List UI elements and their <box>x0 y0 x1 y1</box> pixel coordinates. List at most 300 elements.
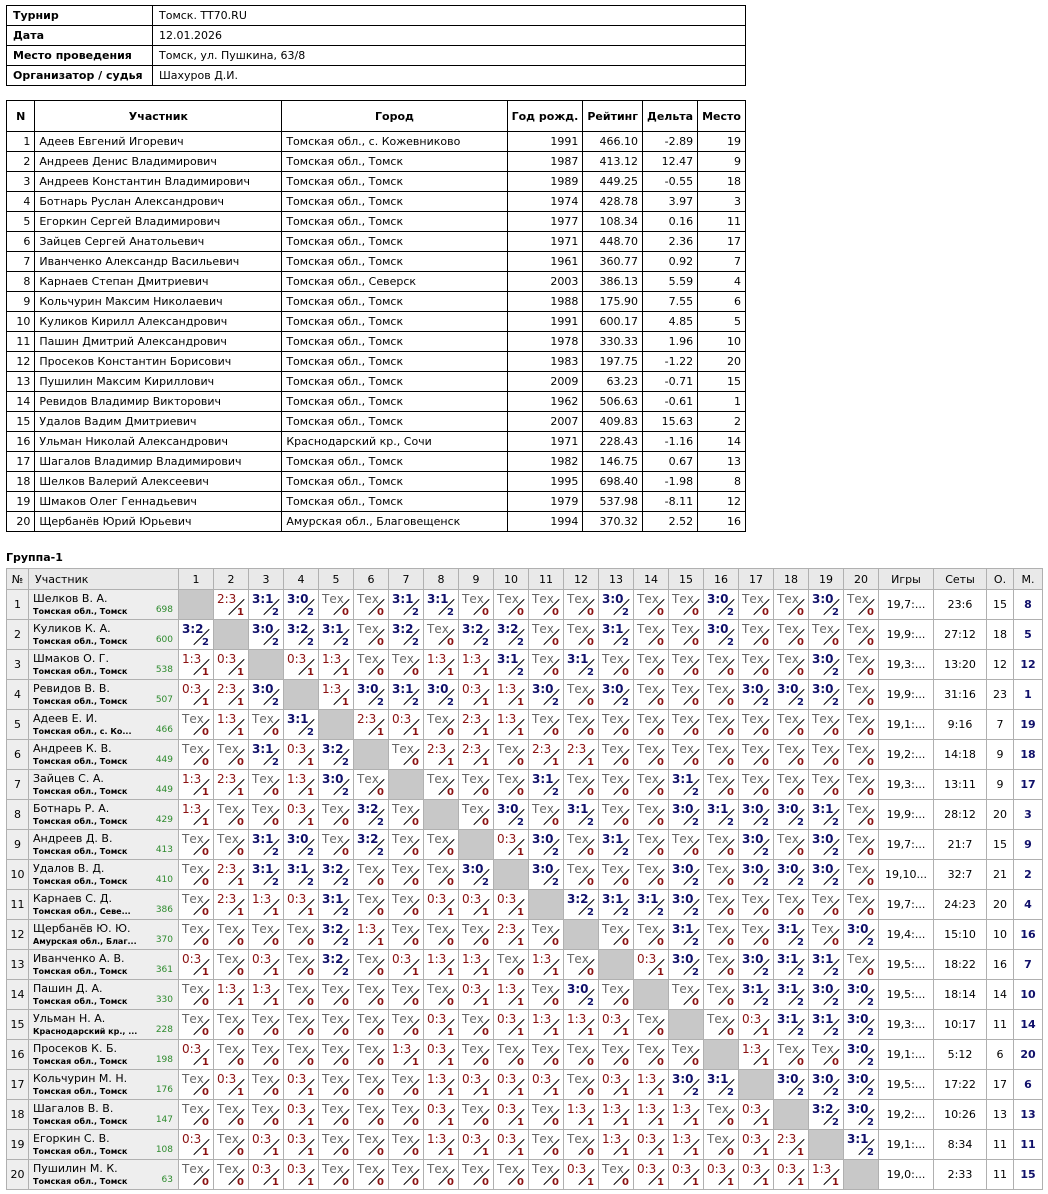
sets-cell: 32:7 <box>934 860 987 890</box>
match-points: 2 <box>587 817 594 828</box>
match-score: 0:3 <box>462 682 482 696</box>
match-result-cell <box>844 1130 879 1160</box>
match-score: 3:1 <box>287 862 309 876</box>
match-points: 1 <box>622 1147 629 1158</box>
match-score: Тех <box>532 982 554 996</box>
match-score: 1:3 <box>322 682 342 696</box>
match-result-cell <box>704 1160 739 1190</box>
match-result-cell <box>179 950 214 980</box>
participant-city: Томская обл., Томск <box>33 817 128 826</box>
match-result-cell <box>284 1070 319 1100</box>
info-label: Дата <box>7 26 153 46</box>
match-result-cell <box>774 950 809 980</box>
match-points: 2 <box>867 997 874 1008</box>
match-points: 0 <box>622 667 629 678</box>
match-result-cell <box>354 710 389 740</box>
match-result-cell <box>319 800 354 830</box>
match-score: 3:1 <box>672 922 694 936</box>
match-result-cell <box>459 680 494 710</box>
match-points: 0 <box>342 1177 349 1188</box>
match-result-cell <box>844 1100 879 1130</box>
match-result-cell <box>739 950 774 980</box>
match-result-cell <box>599 1160 634 1190</box>
match-score: Тех <box>567 1132 589 1146</box>
match-result-cell <box>319 620 354 650</box>
match-result-cell <box>739 980 774 1010</box>
match-result-cell <box>809 980 844 1010</box>
match-score: 2:3 <box>532 742 552 756</box>
match-result-cell <box>389 680 424 710</box>
match-result-cell <box>774 770 809 800</box>
match-score: 1:3 <box>427 952 447 966</box>
match-result-cell <box>529 620 564 650</box>
match-score: Тех <box>847 772 869 786</box>
player-cell: 5 <box>698 312 746 332</box>
match-score: 3:0 <box>532 862 554 876</box>
match-score: 3:0 <box>847 1012 869 1026</box>
match-score: 0:3 <box>462 1072 482 1086</box>
grid-row <box>7 800 1043 830</box>
match-points: 2 <box>797 877 804 888</box>
place-cell: 18 <box>1014 740 1043 770</box>
player-cell: Андреев Денис Владимирович <box>35 152 282 172</box>
match-points: 0 <box>797 727 804 738</box>
match-score: Тех <box>322 1132 344 1146</box>
match-points: 2 <box>272 607 279 618</box>
match-points: 2 <box>202 637 209 648</box>
participant-city: Томская обл., Томск <box>33 697 128 706</box>
match-result-cell <box>494 920 529 950</box>
match-score: Тех <box>707 832 729 846</box>
match-result-cell <box>564 890 599 920</box>
match-points: 2 <box>832 607 839 618</box>
match-points: 0 <box>412 1027 419 1038</box>
match-score: Тех <box>217 1042 239 1056</box>
match-points: 2 <box>587 667 594 678</box>
match-points: 0 <box>657 667 664 678</box>
match-points: 1 <box>657 1087 664 1098</box>
grid-opponent-header: 2 <box>214 569 249 590</box>
participant-name: Ревидов В. В. <box>33 682 110 695</box>
participant-city: Томская обл., Томск <box>33 637 128 646</box>
grid-opponent-header: 11 <box>529 569 564 590</box>
match-score: 1:3 <box>742 1042 762 1056</box>
sets-cell: 23:6 <box>934 590 987 620</box>
match-points: 1 <box>482 1147 489 1158</box>
player-cell: 2 <box>698 412 746 432</box>
match-score: 2:3 <box>497 922 517 936</box>
match-points: 2 <box>342 757 349 768</box>
match-score: Тех <box>182 892 204 906</box>
match-score: Тех <box>392 802 414 816</box>
match-result-cell <box>459 1070 494 1100</box>
match-result-cell <box>249 860 284 890</box>
match-score: Тех <box>812 622 834 636</box>
match-points: 0 <box>762 787 769 798</box>
match-points: 1 <box>552 1087 559 1098</box>
player-cell: 18 <box>7 472 35 492</box>
grid-diagonal-cell <box>214 620 249 650</box>
player-cell: 19 <box>7 492 35 512</box>
players-col-header: Город <box>282 101 507 132</box>
match-result-cell <box>564 830 599 860</box>
match-result-cell <box>249 800 284 830</box>
match-score: 0:3 <box>287 1072 307 1086</box>
match-result-cell <box>634 830 669 860</box>
match-points: 2 <box>762 817 769 828</box>
player-cell: 2007 <box>507 412 583 432</box>
match-points: 2 <box>377 817 384 828</box>
player-cell: 15.63 <box>643 412 698 432</box>
match-score: Тех <box>322 802 344 816</box>
sets-cell: 2:33 <box>934 1160 987 1190</box>
match-score: 1:3 <box>532 1012 552 1026</box>
match-points: 0 <box>692 997 699 1008</box>
match-points: 0 <box>727 727 734 738</box>
match-points: 1 <box>797 1177 804 1188</box>
match-result-cell <box>389 1040 424 1070</box>
match-result-cell <box>669 950 704 980</box>
match-score: Тех <box>672 982 694 996</box>
match-result-cell <box>809 620 844 650</box>
games-cell: 19,9:... <box>879 680 934 710</box>
match-points: 0 <box>377 1027 384 1038</box>
match-score: Тех <box>567 1072 589 1086</box>
match-result-cell <box>249 1160 284 1190</box>
match-points: 1 <box>517 907 524 918</box>
match-result-cell <box>529 1100 564 1130</box>
match-score: 2:3 <box>217 772 237 786</box>
match-points: 0 <box>832 757 839 768</box>
player-cell: 1979 <box>507 492 583 512</box>
match-points: 0 <box>517 967 524 978</box>
match-score: Тех <box>357 892 379 906</box>
grid-sets-header: Сеты <box>934 569 987 590</box>
match-result-cell <box>564 980 599 1010</box>
player-cell: 1995 <box>507 472 583 492</box>
player-cell: Шагалов Владимир Владимирович <box>35 452 282 472</box>
match-score: 0:3 <box>602 1012 622 1026</box>
grid-participant <box>29 1100 179 1130</box>
grid-participant <box>29 620 179 650</box>
points-cell: 15 <box>987 590 1014 620</box>
grid-row-num: 4 <box>7 680 29 710</box>
grid-row-num: 14 <box>7 980 29 1010</box>
games-cell: 19,10... <box>879 860 934 890</box>
match-points: 2 <box>412 607 419 618</box>
match-result-cell <box>494 1130 529 1160</box>
match-points: 1 <box>762 1027 769 1038</box>
match-points: 1 <box>307 907 314 918</box>
match-result-cell <box>284 1010 319 1040</box>
grid-row-num: 18 <box>7 1100 29 1130</box>
points-cell: 11 <box>987 1010 1014 1040</box>
participant-rating: 410 <box>155 875 173 885</box>
match-score: Тех <box>777 652 799 666</box>
match-points: 0 <box>692 727 699 738</box>
match-points: 2 <box>727 1087 734 1098</box>
match-points: 1 <box>762 1147 769 1158</box>
match-points: 0 <box>867 757 874 768</box>
grid-diagonal-cell <box>319 710 354 740</box>
match-score: Тех <box>322 1102 344 1116</box>
player-row <box>7 232 746 252</box>
match-points: 1 <box>307 1147 314 1158</box>
match-result-cell <box>319 1160 354 1190</box>
player-cell: 12 <box>7 352 35 372</box>
match-score: 3:1 <box>847 1132 869 1146</box>
match-points: 0 <box>832 907 839 918</box>
grid-participant <box>29 920 179 950</box>
match-score: 1:3 <box>182 652 202 666</box>
match-result-cell <box>634 1100 669 1130</box>
player-cell: 3 <box>698 192 746 212</box>
participant-rating: 386 <box>155 905 173 915</box>
match-points: 0 <box>867 787 874 798</box>
match-points: 1 <box>202 697 209 708</box>
match-points: 0 <box>447 637 454 648</box>
match-result-cell <box>669 1040 704 1070</box>
games-cell: 19,7:... <box>879 890 934 920</box>
grid-diagonal-cell <box>529 890 564 920</box>
match-score: 2:3 <box>357 712 377 726</box>
grid-row <box>7 920 1043 950</box>
match-points: 0 <box>832 787 839 798</box>
match-points: 0 <box>587 787 594 798</box>
match-score: Тех <box>777 712 799 726</box>
match-result-cell <box>529 740 564 770</box>
match-points: 1 <box>517 1087 524 1098</box>
match-result-cell <box>249 1100 284 1130</box>
match-points: 2 <box>377 847 384 858</box>
match-points: 0 <box>727 997 734 1008</box>
match-result-cell <box>634 1160 669 1190</box>
place-cell: 13 <box>1014 1100 1043 1130</box>
participant-rating: 507 <box>155 695 173 705</box>
match-score: Тех <box>602 652 624 666</box>
player-cell: 16 <box>698 512 746 532</box>
match-score: 3:0 <box>672 952 694 966</box>
match-score: 3:1 <box>567 802 589 816</box>
match-result-cell <box>249 920 284 950</box>
sets-cell: 8:34 <box>934 1130 987 1160</box>
participant-rating: 466 <box>155 725 173 735</box>
participant-name: Щербанёв Ю. Ю. <box>33 922 131 935</box>
match-result-cell <box>564 860 599 890</box>
match-score: Тех <box>777 832 799 846</box>
player-cell: Удалов Вадим Дмитриевич <box>35 412 282 432</box>
player-cell: Иванченко Александр Васильевич <box>35 252 282 272</box>
match-points: 0 <box>797 757 804 768</box>
match-result-cell <box>389 650 424 680</box>
match-points: 2 <box>832 667 839 678</box>
info-value: 12.01.2026 <box>153 26 746 46</box>
player-cell: Томская обл., Томск <box>282 252 507 272</box>
match-score: Тех <box>427 862 449 876</box>
match-points: 1 <box>412 727 419 738</box>
info-row <box>7 26 746 46</box>
grid-row <box>7 710 1043 740</box>
match-score: 3:0 <box>812 682 834 696</box>
match-points: 0 <box>342 817 349 828</box>
match-result-cell <box>214 1070 249 1100</box>
match-result-cell <box>319 650 354 680</box>
match-points: 0 <box>447 727 454 738</box>
match-score: Тех <box>742 742 764 756</box>
match-points: 0 <box>412 1147 419 1158</box>
match-score: Тех <box>252 712 274 726</box>
match-score: 0:3 <box>252 952 272 966</box>
match-points: 2 <box>622 847 629 858</box>
match-result-cell <box>284 740 319 770</box>
group-title: Группа-1 <box>6 551 63 564</box>
match-score: Тех <box>357 1012 379 1026</box>
match-score: 0:3 <box>392 952 412 966</box>
match-points: 0 <box>307 937 314 948</box>
match-score: 1:3 <box>637 1102 657 1116</box>
participant-name: Шмаков О. Г. <box>33 652 110 665</box>
match-points: 2 <box>307 727 314 738</box>
place-cell: 16 <box>1014 920 1043 950</box>
grid-participant <box>29 680 179 710</box>
match-result-cell <box>424 830 459 860</box>
match-result-cell <box>739 770 774 800</box>
player-row <box>7 452 746 472</box>
match-points: 0 <box>552 817 559 828</box>
match-score: Тех <box>847 622 869 636</box>
match-result-cell <box>424 1010 459 1040</box>
match-points: 0 <box>552 637 559 648</box>
match-score: 3:0 <box>742 682 764 696</box>
match-result-cell <box>179 980 214 1010</box>
match-result-cell <box>459 980 494 1010</box>
match-result-cell <box>704 980 739 1010</box>
match-points: 1 <box>447 757 454 768</box>
player-cell: Томская обл., Томск <box>282 472 507 492</box>
match-score: Тех <box>392 892 414 906</box>
match-score: 2:3 <box>567 742 587 756</box>
match-points: 0 <box>342 1087 349 1098</box>
match-result-cell <box>214 1040 249 1070</box>
match-points: 1 <box>237 1087 244 1098</box>
match-points: 0 <box>272 817 279 828</box>
match-score: Тех <box>672 652 694 666</box>
player-cell: Томская обл., Томск <box>282 452 507 472</box>
match-score: Тех <box>217 1132 239 1146</box>
participant-city: Томская обл., Томск <box>33 1117 128 1126</box>
player-cell: Куликов Кирилл Александрович <box>35 312 282 332</box>
match-points: 0 <box>377 637 384 648</box>
match-result-cell <box>634 710 669 740</box>
match-result-cell <box>774 1130 809 1160</box>
match-result-cell <box>389 860 424 890</box>
match-points: 0 <box>797 607 804 618</box>
match-points: 2 <box>832 697 839 708</box>
match-result-cell <box>284 920 319 950</box>
match-points: 2 <box>342 967 349 978</box>
match-score: 3:1 <box>602 832 624 846</box>
player-cell: 20 <box>7 512 35 532</box>
match-score: 3:2 <box>497 622 519 636</box>
match-result-cell <box>389 950 424 980</box>
match-result-cell <box>809 860 844 890</box>
match-points: 0 <box>342 1117 349 1128</box>
match-score: 0:3 <box>427 1042 447 1056</box>
match-score: Тех <box>532 1042 554 1056</box>
match-score: Тех <box>847 862 869 876</box>
match-score: Тех <box>182 712 204 726</box>
match-points: 0 <box>832 1057 839 1068</box>
match-points: 0 <box>447 937 454 948</box>
match-score: Тех <box>672 682 694 696</box>
grid-row-num: 12 <box>7 920 29 950</box>
match-score: Тех <box>497 1042 519 1056</box>
points-cell: 7 <box>987 710 1014 740</box>
match-result-cell <box>249 980 284 1010</box>
match-points: 0 <box>377 907 384 918</box>
place-cell: 17 <box>1014 770 1043 800</box>
grid-opponent-header: 12 <box>564 569 599 590</box>
points-cell: 10 <box>987 920 1014 950</box>
match-score: 3:0 <box>777 802 799 816</box>
match-points: 0 <box>762 637 769 648</box>
match-result-cell <box>459 950 494 980</box>
match-score: Тех <box>707 952 729 966</box>
grid-row <box>7 860 1043 890</box>
player-cell: Андреев Константин Владимирович <box>35 172 282 192</box>
match-score: Тех <box>357 1162 379 1176</box>
match-result-cell <box>529 1160 564 1190</box>
grid-participant-header: Участник <box>29 569 179 590</box>
match-points: 2 <box>517 637 524 648</box>
player-cell: -1.98 <box>643 472 698 492</box>
match-score: Тех <box>217 802 239 816</box>
match-score: Тех <box>707 862 729 876</box>
match-result-cell <box>424 950 459 980</box>
players-col-header: Место <box>698 101 746 132</box>
grid-row-num: 11 <box>7 890 29 920</box>
sets-cell: 18:14 <box>934 980 987 1010</box>
match-result-cell <box>214 830 249 860</box>
grid-opponent-header: 6 <box>354 569 389 590</box>
match-points: 1 <box>657 967 664 978</box>
player-cell: 1991 <box>507 312 583 332</box>
match-score: 0:3 <box>777 1162 797 1176</box>
match-score: Тех <box>812 742 834 756</box>
match-result-cell <box>704 740 739 770</box>
match-points: 2 <box>517 817 524 828</box>
participant-city: Томская обл., Томск <box>33 847 128 856</box>
grid-row-num: 17 <box>7 1070 29 1100</box>
match-score: Тех <box>742 922 764 936</box>
match-score: Тех <box>427 712 449 726</box>
player-cell: 1989 <box>507 172 583 192</box>
grid-opponent-header: 9 <box>459 569 494 590</box>
match-result-cell <box>494 1070 529 1100</box>
player-cell: 7 <box>7 252 35 272</box>
player-cell: Пушилин Максим Кириллович <box>35 372 282 392</box>
games-cell: 19,2:... <box>879 1100 934 1130</box>
match-result-cell <box>564 1070 599 1100</box>
match-score: Тех <box>357 1042 379 1056</box>
player-row <box>7 472 746 492</box>
match-score: Тех <box>812 922 834 936</box>
player-cell: Просеков Константин Борисович <box>35 352 282 372</box>
grid-row <box>7 890 1043 920</box>
match-points: 1 <box>447 1057 454 1068</box>
match-points: 0 <box>762 757 769 768</box>
match-result-cell <box>669 1160 704 1190</box>
